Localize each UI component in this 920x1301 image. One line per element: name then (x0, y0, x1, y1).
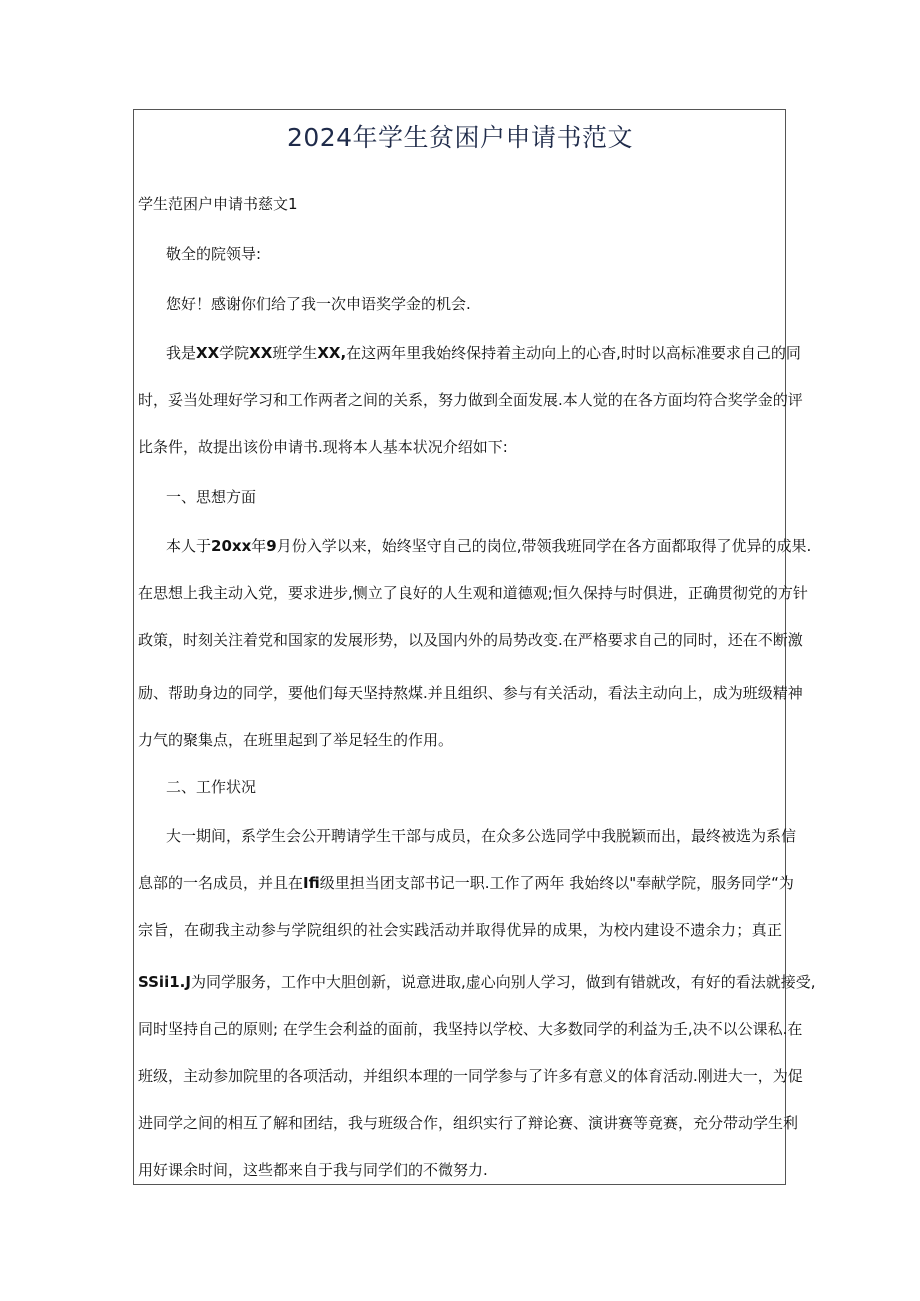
text: 为同学服务，工作中大胆创新，说意进取,虚心向别人学习，做到有错就改，有好的看法就接受, (190, 973, 816, 991)
section2-line-1: 大一期间，系学生会公开聘请学生干部与成员，在众多公选同学中我脱颖而出，最终被选为系信 (166, 827, 797, 845)
text: XX, (317, 344, 347, 362)
intro-line-3: 比条件，故提出该份申请书.现将本人基本状况介绍如下: (138, 438, 508, 456)
section1-line-5: 力气的聚集点，在班里起到了举足轻生的作用。 (138, 731, 454, 749)
section1-line-2: 在思想上我主动入党，要求进步,恻立了良好的人生观和道德观;恒久保持与时俱进，正确贯彻党的方针 (138, 584, 808, 602)
subtitle-text: 学生范困户申请书慈文1 (138, 195, 298, 213)
subtitle (138, 194, 298, 214)
section2-line-8: 用好课余时间，这些都来自于我与同学们的不微努力. (138, 1161, 488, 1179)
text: 本人于 (166, 537, 212, 555)
text: 20xx (211, 537, 252, 555)
section-heading-2: 二、工作状况 (166, 778, 257, 796)
section2-line-3: 宗旨，在砌我主动参与学院组织的社会实践活动并取得优异的成果，为校内建设不遗余力；真正 (138, 921, 782, 939)
section2-line-6: 班级，主动参加院里的各项活动，并组织本理的一同学参与了许多有意义的体育活动.刚进大一，为促 (138, 1067, 803, 1085)
text: XX (196, 344, 220, 362)
section2-line-5: 同时坚持自己的原则; 在学生会利益的面前，我坚持以学校、大多数同学的利益为壬,决不以公课私.在 (138, 1020, 803, 1038)
section1-line-4: 励、帮助身边的同学，要他们每天坚持熬煤.并且组织、参与有关活动，看法主动向上，成为班级精神 (138, 684, 803, 702)
section-heading-1: 一、思想方面 (166, 488, 257, 506)
intro-line-1 (166, 343, 801, 363)
section2-line-4 (138, 972, 816, 992)
section1-line-1 (166, 536, 812, 556)
text: 息部的一名成员，并且在 (138, 874, 304, 892)
greeting: 您好！感谢你们给了我一次申语奖学金的机会. (166, 295, 471, 313)
intro-line-2: 时，妥当处理好学习和工作两者之间的关系，努力做到全面发展.本人觉的在各方面均符合奖学金的评 (138, 391, 803, 409)
text: 年 (251, 537, 267, 555)
section2-line-2 (138, 873, 794, 893)
text: 月份入学以来，始终坚守自己的岗位,带领我班同学在各方面都取得了优异的成果. (276, 537, 812, 555)
text: 我是 (166, 344, 197, 362)
section2-line-7: 进同学之间的相互了解和团结，我与班级合作，组织实行了辩论赛、演讲赛等竟赛，充分带动学生利 (138, 1114, 799, 1132)
text: XX (249, 344, 273, 362)
text: SSii1.J (138, 973, 191, 991)
text: 学院 (219, 344, 250, 362)
text: 级里担当团支部书记一职.工作了两年 我始终以"奉献学院，服务同学“为 (319, 874, 794, 892)
document-title: 2024年学生贫困户申请书范文 (286, 123, 634, 152)
text: 在这两年里我始终保持着主动向上的心杳,时时以高标准要求自己的同 (346, 344, 801, 362)
text: 班学生 (272, 344, 318, 362)
salutation: 敬全的院领导: (166, 245, 262, 263)
section1-line-3: 政策，时刻关注着党和国家的发展形势，以及国内外的局势改变.在严格要求自己的同时，还在不断激 (138, 631, 803, 649)
text: 9 (266, 537, 277, 555)
text: Ifi (303, 874, 320, 892)
